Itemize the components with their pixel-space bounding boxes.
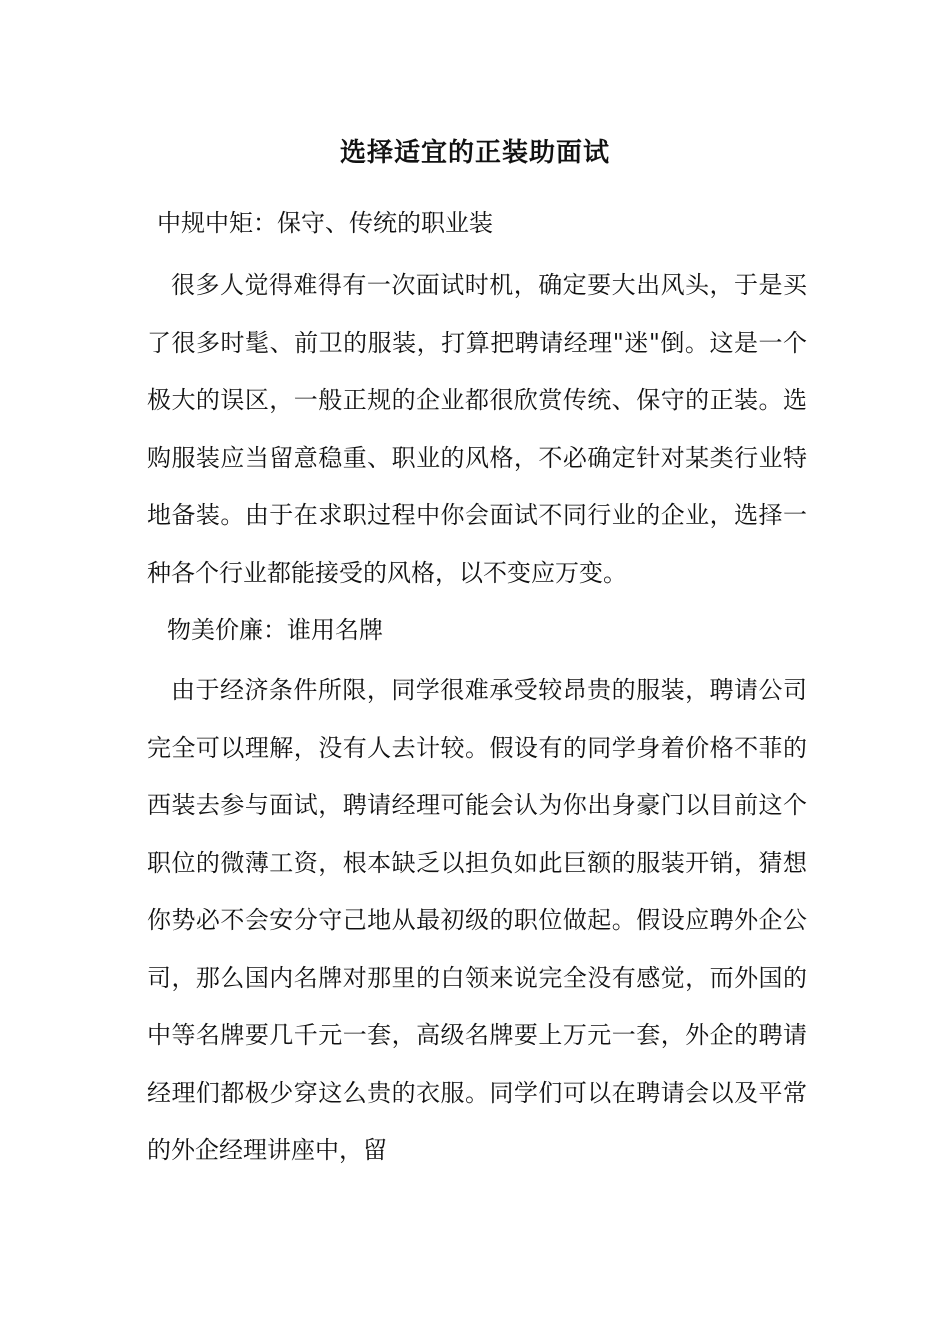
section-heading-conservative-attire: 中规中矩：保守、传统的职业装 [157, 209, 493, 237]
section-heading-value-for-money: 物美价廉：谁用名牌 [167, 616, 383, 644]
document-body [147, 203, 807, 1180]
section-paragraph-conservative-attire: 很多人觉得难得有一次面试时机，确定要大出风头，于是买了很多时髦、前卫的服装，打算把聘请经理"迷"倒。这是一个极大的误区，一般正规的企业都很欣赏传统、保守的正装。选购服装应当留意稳重、职业的风格，不必确定针对某类行业特地备装。由于在求职过程中你会面试不同行业的企业，选择一种各个行业都能接受的风格，以不变应万变。 [147, 271, 807, 587]
document-title: 选择适宜的正装助面试 [339, 138, 610, 168]
section-paragraph-value-for-money: 由于经济条件所限，同学很难承受较昂贵的服装，聘请公司完全可以理解，没有人去计较。假设有的同学身着价格不菲的西装去参与面试，聘请经理可能会认为你出身豪门以目前这个职位的微薄工资，根本缺乏以担负如此巨额的服装开销，猜想你势必不会安分守己地从最初级的职位做起。假设应聘外企公司，那么国内名牌对那里的白领来说完全没有感觉，而外国的中等名牌要几千元一套，高级名牌要上万元一套，外企的聘请经理们都极少穿这么贵的衣服。同学们可以在聘请会以及平常的外企经理讲座中，留 [147, 676, 807, 1164]
